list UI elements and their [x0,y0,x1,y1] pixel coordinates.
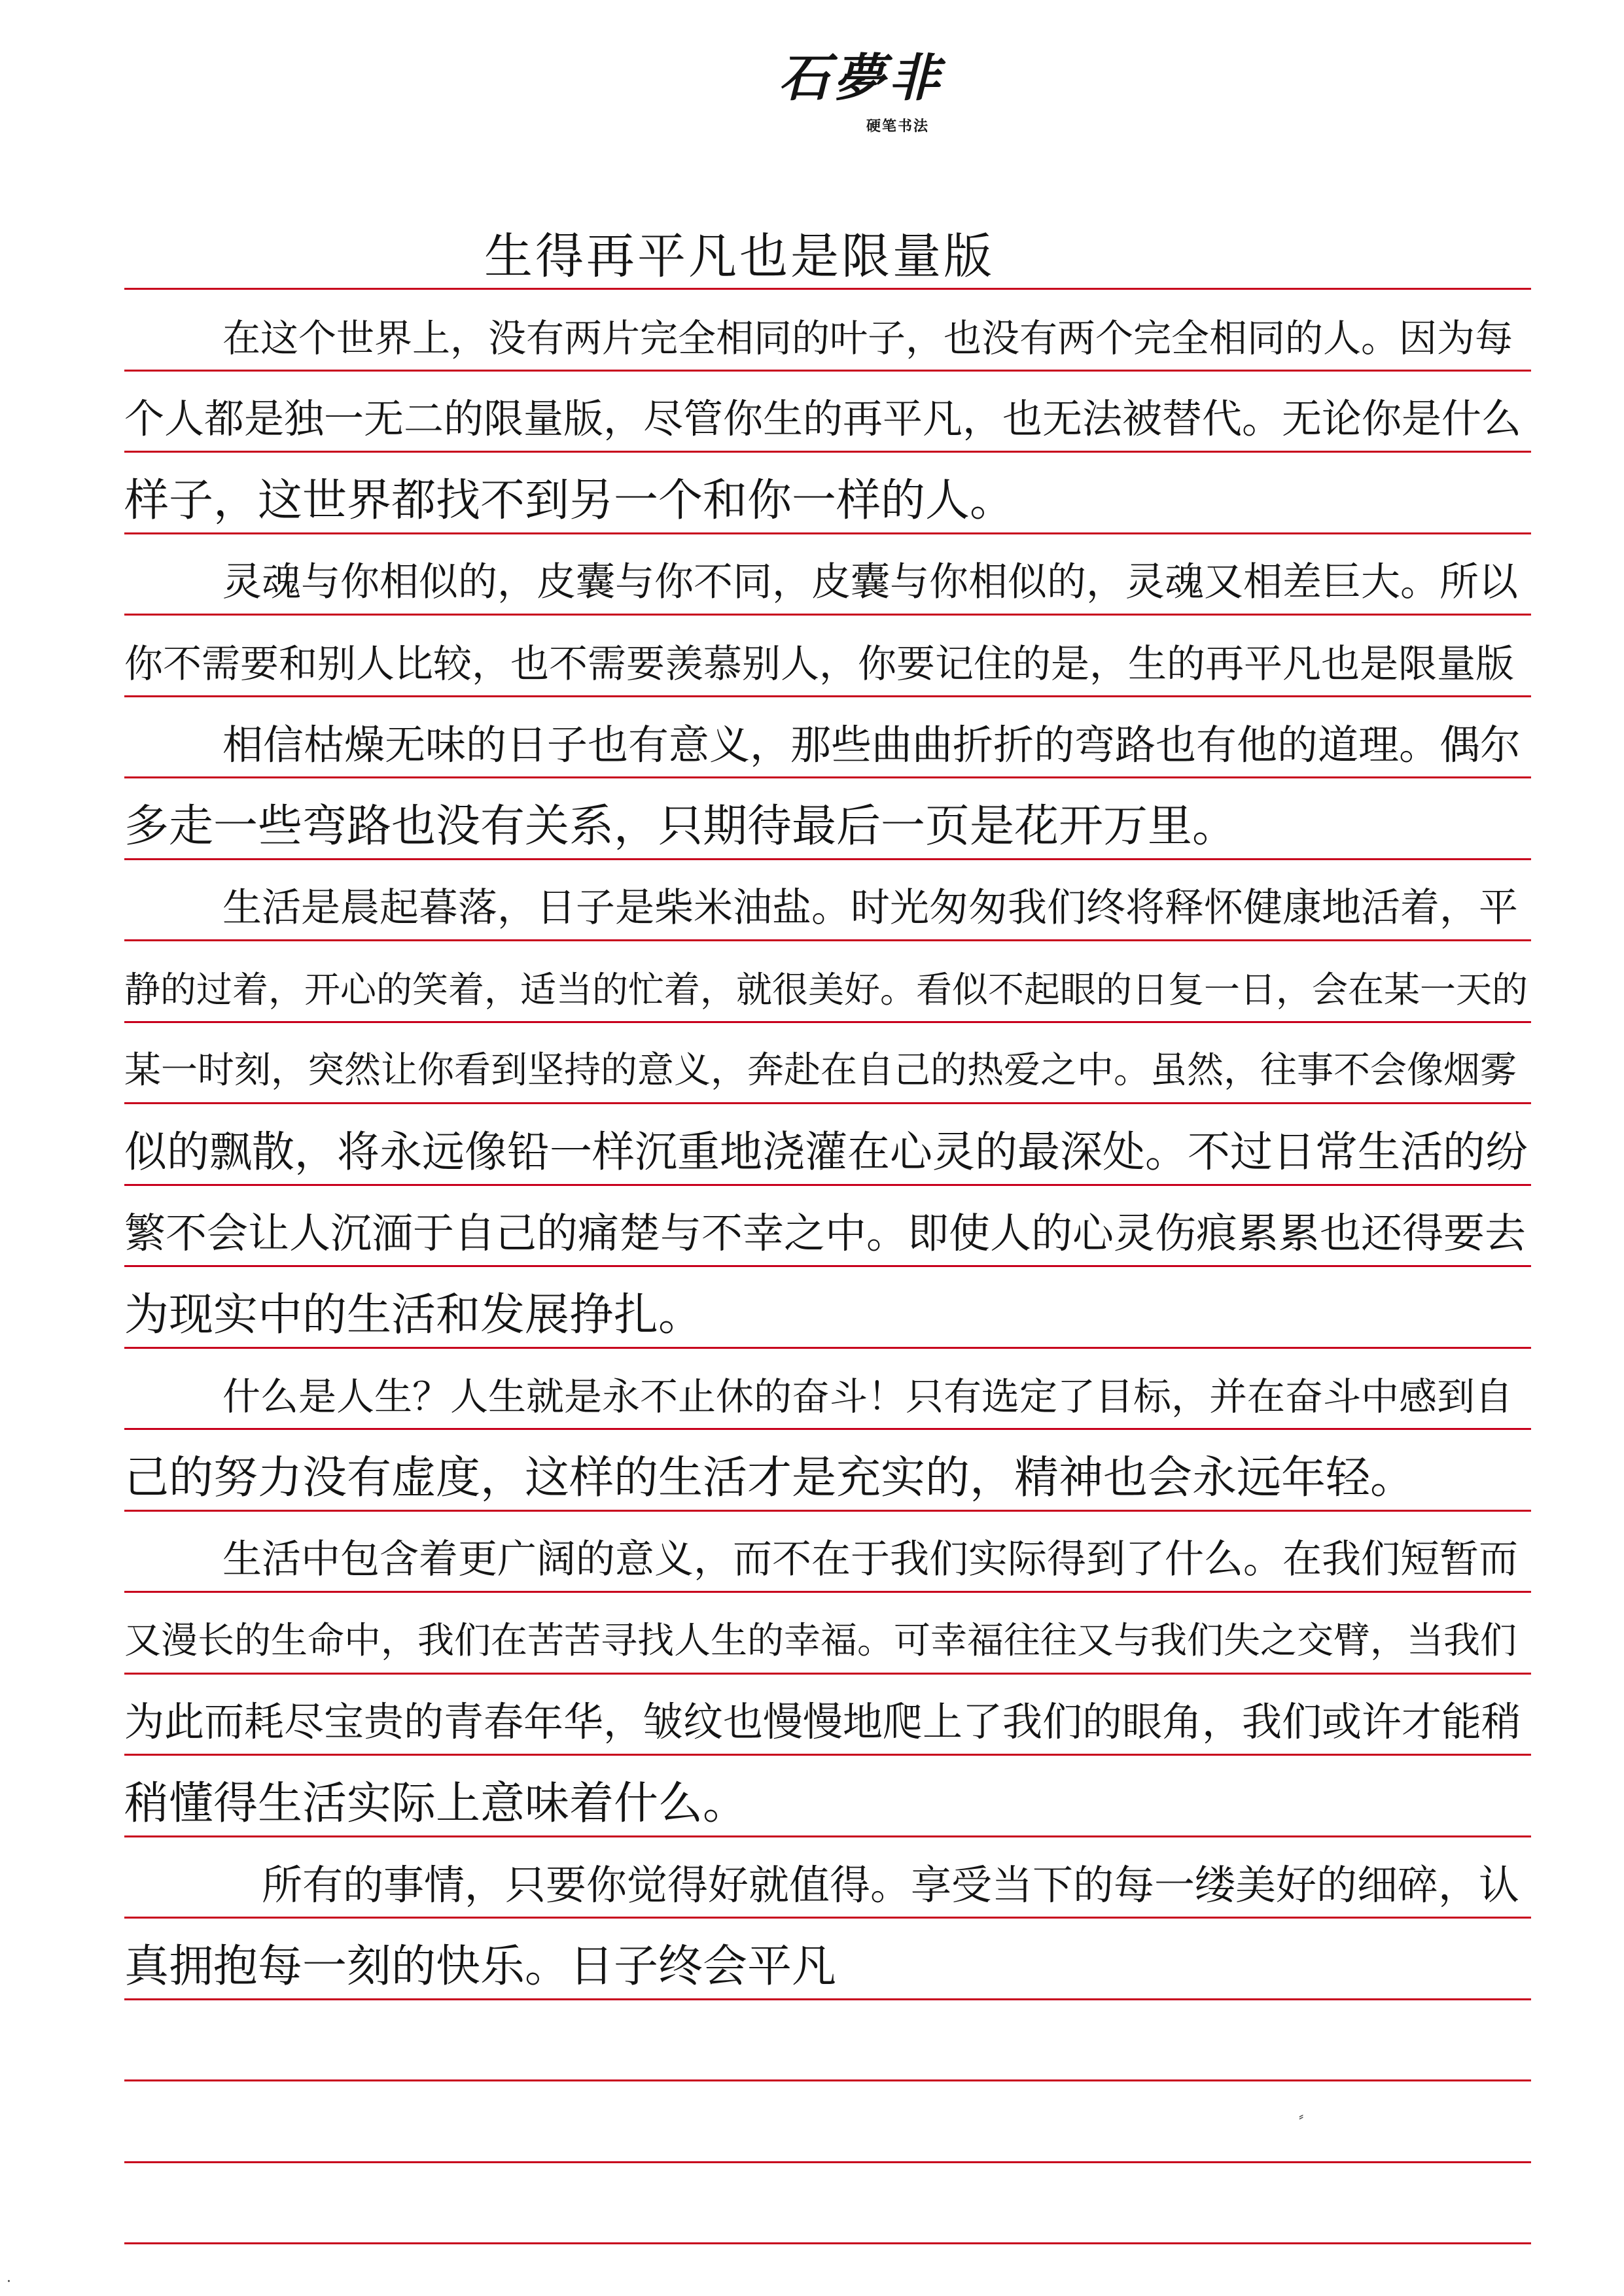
brand-header [0,46,1624,136]
text-line: 为现实中的生活和发展挣扎。 [124,1289,703,1341]
calligrapher-logo: 石夢非 [778,48,944,108]
ruled-line [124,1673,1531,1675]
ruled-line [124,1917,1531,1919]
text-line: 生活是晨起暮落，日子是柴米油盐。时光匆匆我们终将释怀健康地活着，平 [222,885,1518,931]
text-line: 某一时刻，突然让你看到坚持的意义，奔赴在自己的热爱之中。虽然，往事不会像烟雾 [124,1049,1517,1092]
text-line: 为此而耗尽宝贵的青春年华，皱纹也慢慢地爬上了我们的眼角，我们或许才能稍 [124,1699,1522,1745]
ruled-line [124,532,1531,534]
text-line: 似的飘散，将永远像铅一样沉重地浇灌在心灵的最深处。不过日常生活的纷 [124,1128,1528,1177]
text-line: 稍懂得生活实际上意味着什么。 [124,1778,748,1830]
ruled-line [124,1591,1531,1593]
ruled-line [124,1021,1531,1023]
ruled-line [124,370,1531,372]
text-line: 在这个世界上，没有两片完全相同的叶子，也没有两个完全相同的人。因为每 [222,316,1513,360]
text-line: 生活中包含着更广阔的意义，而不在于我们实际得到了什么。在我们短暂而 [222,1537,1518,1582]
ruled-line [124,288,1531,290]
ruled-line [124,614,1531,616]
ruled-line [124,2242,1531,2244]
ruled-line [124,451,1531,453]
ruled-line [124,1998,1531,2000]
ruled-line [124,1347,1531,1349]
text-line: 相信枯燥无味的日子也有意义，那些曲曲折折的弯路也有他的道理。偶尔 [222,721,1521,769]
text-line: 你不需要和别人比较，也不需要羡慕别人，你要记住的是，生的再平凡也是限量版 [124,641,1515,686]
ruled-line [124,2079,1531,2081]
logo-subtitle: 硬笔书法 [866,118,929,135]
text-line: 灵魂与你相似的，皮囊与你不同，皮囊与你相似的，灵魂又相差巨大。所以 [222,559,1518,605]
text-line: 个人都是独一无二的限量版，尽管你生的再平凡，也无法被替代。无论你是什么 [124,396,1522,442]
ruled-line [124,2161,1531,2163]
text-line: 静的过着，开心的笑着，适当的忙着，就很美好。看似不起眼的日复一日，会在某一天的 [124,969,1528,1011]
text-line: 真拥抱每一刻的快乐。日子终会平凡 [124,1941,837,1992]
text-line: 繁不会让人沉湎于自己的痛楚与不幸之中。即使人的心灵伤痕累累也还得要去 [124,1209,1526,1257]
ruled-line [124,1510,1531,1512]
text-line: 所有的事情，只要你觉得好就值得。享受当下的每一缕美好的细碎，认 [262,1861,1520,1909]
ruled-line [124,1184,1531,1186]
text-line: 什么是人生？人生就是永不止休的奋斗！只有选定了目标，并在奋斗中感到自 [222,1374,1513,1419]
ink-speck: ⸗ [1299,2108,1304,2125]
ink-speck: · [7,2274,11,2290]
ruled-line [124,695,1531,697]
ruled-line [124,1754,1531,1756]
ruled-line [124,776,1531,778]
ruled-line [124,858,1531,860]
ruled-line [124,1265,1531,1267]
essay-title: 生得再平凡也是限量版 [484,228,995,285]
text-line: 多走一些弯路也没有关系，只期待最后一页是花开万里。 [124,801,1237,852]
ruled-line [124,939,1531,941]
ruled-line [124,1428,1531,1430]
text-line: 又漫长的生命中，我们在苦苦寻找人生的幸福。可幸福往往又与我们失之交臂，当我们 [124,1620,1517,1662]
ruled-line [124,1835,1531,1837]
text-line: 己的努力没有虚度，这样的生活才是充实的，精神也会永远年轻。 [124,1452,1415,1504]
text-line: 样子，这世界都找不到另一个和你一样的人。 [124,475,1015,527]
ruled-line [124,1102,1531,1104]
